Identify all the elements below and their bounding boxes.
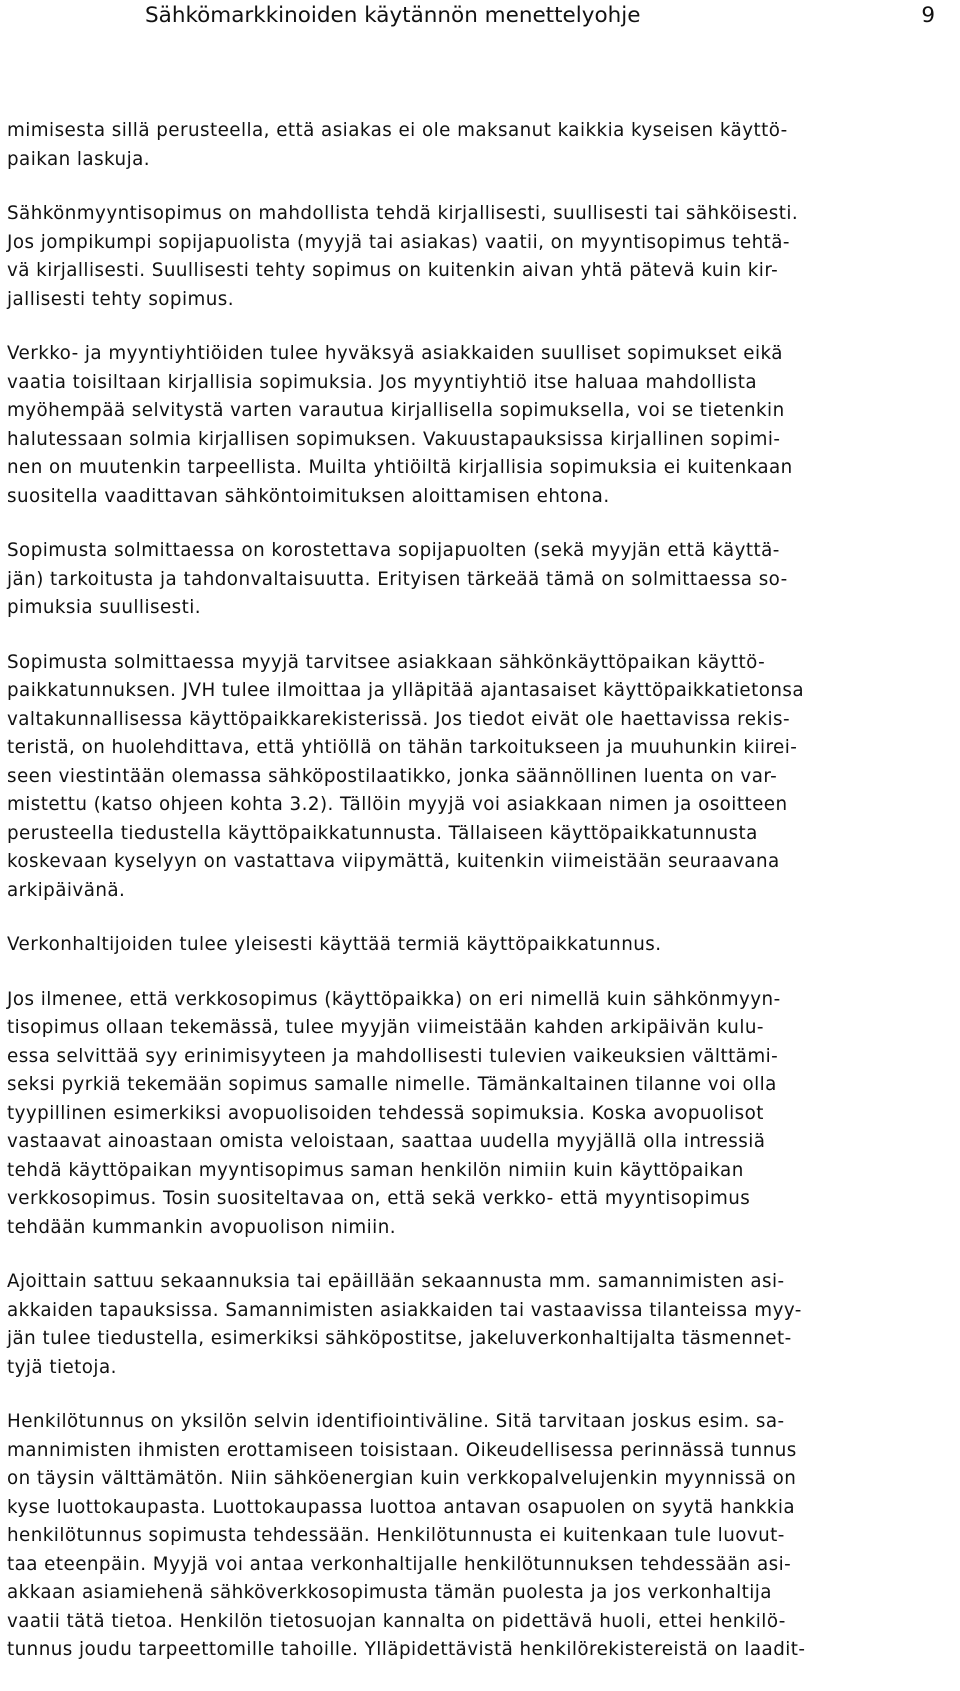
document-body [7, 117, 960, 1691]
text-line: Sähkönmyyntisopimus on mahdollista tehdä kirjallisesti, suullisesti tai sähköisesti. [7, 203, 799, 224]
text-line: seksi pyrkiä tekemään sopimus samalle nimelle. Tämänkaltainen tilanne voi olla [7, 1074, 777, 1095]
text-line: nen on muutenkin tarpeellista. Muilta yhtiöiltä kirjallisia sopimuksia ei kuitenkaan [7, 457, 793, 478]
paragraph [7, 649, 960, 906]
text-line: halutessaan solmia kirjallisen sopimuksen. Vakuustapauksissa kirjallinen sopimi- [7, 428, 781, 450]
text-line: Ajoittain sattuu sekaannuksia tai epäillään sekaannusta mm. samannimisten asi- [7, 1271, 785, 1292]
text-line: arkipäivänä. [7, 879, 126, 901]
text-line: mistettu (katso ohjeen kohta 3.2). Tällöin myyjä voi asiakkaan nimen ja osoitteen [7, 794, 788, 815]
text-line: koskevaan kyselyyn on vastattava viipymättä, kuitenkin viimeistään seuraavana [7, 851, 780, 872]
text-line: myöhempää selvitystä varten varautua kirjallisella sopimuksella, voi se tietenkin [7, 400, 785, 421]
text-line: mimisesta sillä perusteella, että asiakas ei ole maksanut kaikkia kyseisen käyttö- [7, 120, 788, 141]
text-line: vaatia toisiltaan kirjallisia sopimuksia. Jos myyntiyhtiö itse haluaa mahdollista [7, 371, 757, 393]
text-line: tehdään kummankin avopuolison nimiin. [7, 1216, 397, 1238]
page-header [145, 2, 945, 30]
paragraph [7, 537, 960, 623]
text-line: pimuksia suullisesti. [7, 597, 202, 618]
text-line: Verkonhaltijoiden tulee yleisesti käyttää termiä käyttöpaikkatunnus. [7, 934, 662, 955]
text-line: jän tulee tiedustella, esimerkiksi sähköpostitse, jakeluverkonhaltijalta täsmennet- [7, 1328, 792, 1349]
text-line: suositella vaadittavan sähköntoimituksen aloittamisen ehtona. [7, 485, 610, 507]
text-line: paikkatunnuksen. JVH tulee ilmoittaa ja ylläpitää ajantasaiset käyttöpaikkatietonsa [7, 680, 804, 701]
text-line: Jos ilmenee, että verkkosopimus (käyttöpaikka) on eri nimellä kuin sähkönmyyn- [7, 988, 781, 1010]
paragraph [7, 986, 960, 1243]
text-line: verkkosopimus. Tosin suositeltavaa on, että sekä verkko- että myyntisopimus [7, 1188, 751, 1209]
text-line: Sopimusta solmittaessa on korostettava sopijapuolten (sekä myyjän että käyttä- [7, 540, 780, 561]
text-line: vä kirjallisesti. Suullisesti tehty sopimus on kuitenkin aivan yhtä pätevä kuin kir- [7, 260, 779, 281]
text-line: tehdä käyttöpaikan myyntisopimus saman henkilön nimiin kuin käyttöpaikan [7, 1159, 744, 1181]
text-line: vastaavat ainoastaan omista veloistaan, saattaa uudella myyjällä olla intressiä [7, 1131, 766, 1152]
text-line: on täysin välttämätön. Niin sähköenergian kuin verkkopalvelujenkin myynnissä on [7, 1468, 797, 1489]
paragraph [7, 1268, 960, 1382]
paragraph [7, 931, 960, 960]
text-line: perusteella tiedustella käyttöpaikkatunnusta. Tällaiseen käyttöpaikkatunnusta [7, 822, 758, 844]
text-line: mannimisten ihmisten erottamiseen toisistaan. Oikeudellisessa perinnässä tunnus [7, 1439, 797, 1461]
text-line: akkaan asiamiehenä sähköverkkosopimusta tämän puolesta ja jos verkonhaltija [7, 1582, 772, 1603]
running-header-title: Sähkömarkkinoiden käytännön menettelyohje [145, 3, 641, 28]
text-line: akkaiden tapauksissa. Samannimisten asiakkaiden tai vastaavissa tilanteissa myy- [7, 1299, 802, 1321]
text-line: taa eteenpäin. Myyjä voi antaa verkonhaltijalle henkilötunnuksen tehdessään asi- [7, 1553, 792, 1575]
paragraph [7, 200, 960, 314]
paragraph [7, 340, 960, 511]
paragraph [7, 1408, 960, 1665]
text-line: Henkilötunnus on yksilön selvin identifiointiväline. Sitä tarvitaan joskus esim. sa- [7, 1411, 785, 1432]
text-line: tyjä tietoja. [7, 1356, 117, 1378]
page-number: 9 [921, 3, 935, 28]
text-line: valtakunnallisessa käyttöpaikkarekisterissä. Jos tiedot eivät ole haettavissa rekis- [7, 708, 791, 730]
text-line: tyypillinen esimerkiksi avopuolisoiden tehdessä sopimuksia. Koska avopuolisot [7, 1102, 764, 1124]
text-line: vaatii tätä tietoa. Henkilön tietosuojan kannalta on pidettävä huoli, ettei henkilö- [7, 1610, 786, 1632]
text-line: tunnus joudu tarpeettomille tahoille. Ylläpidettävistä henkilörekistereistä on laadit- [7, 1639, 806, 1660]
paragraph [7, 117, 960, 174]
text-line: henkilötunnus sopimusta tehdessään. Henkilötunnusta ei kuitenkaan tule luovut- [7, 1525, 785, 1546]
text-line: teristä, on huolehdittava, että yhtiöllä on tähän tarkoitukseen ja muuhunkin kiirei- [7, 737, 798, 758]
text-line: Sopimusta solmittaessa myyjä tarvitsee asiakkaan sähkönkäyttöpaikan käyttö- [7, 651, 766, 673]
text-line: Jos jompikumpi sopijapuolista (myyjä tai asiakas) vaatii, on myyntisopimus tehtä- [7, 231, 790, 253]
text-line: paikan laskuja. [7, 148, 151, 170]
text-line: kyse luottokaupasta. Luottokaupassa luottoa antavan osapuolen on syytä hankkia [7, 1496, 795, 1518]
text-line: seen viestintään olemassa sähköpostilaatikko, jonka säännöllinen luenta on var- [7, 765, 778, 787]
text-line: tisopimus ollaan tekemässä, tulee myyjän viimeistään kahden arkipäivän kulu- [7, 1017, 764, 1038]
text-line: jallisesti tehty sopimus. [7, 288, 235, 310]
text-line: essa selvittää syy erinimisyyteen ja mahdollisesti tulevien vaikeuksien välttämi- [7, 1045, 779, 1067]
text-line: Verkko- ja myyntiyhtiöiden tulee hyväksyä asiakkaiden suulliset sopimukset eikä [7, 343, 783, 364]
text-line: jän) tarkoitusta ja tahdonvaltaisuutta. Erityisen tärkeää tämä on solmittaessa so- [7, 568, 788, 590]
